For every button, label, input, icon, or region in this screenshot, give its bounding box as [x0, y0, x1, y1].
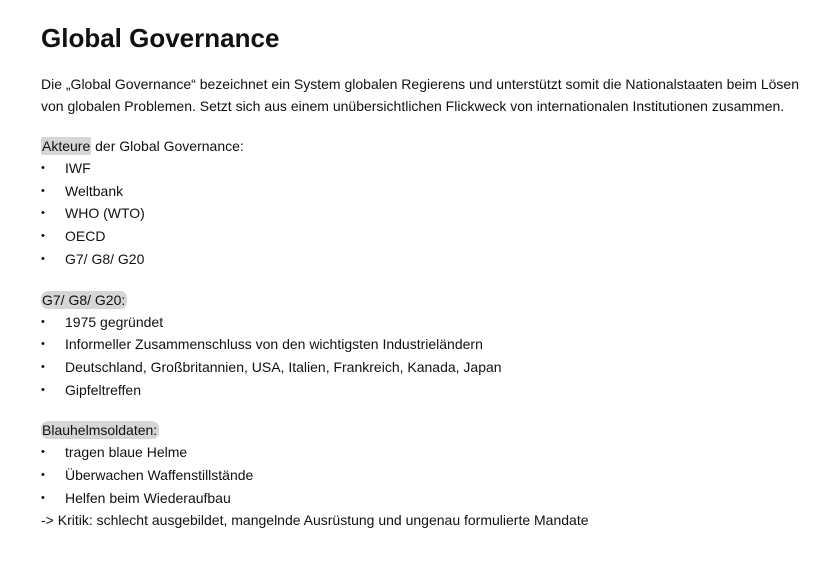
bullet-icon: • — [41, 315, 45, 328]
bullet-icon: • — [41, 184, 45, 197]
g-groups-list — [41, 311, 801, 402]
list-item-label: Informeller Zusammenschluss von den wichtigsten Industrieländern — [65, 336, 483, 353]
actors-heading-highlight: Akteure — [42, 138, 91, 154]
bullet-icon: • — [41, 383, 45, 396]
list-item — [41, 311, 801, 334]
list-item — [41, 157, 801, 180]
blue-helmets-section — [41, 419, 801, 531]
list-item-label: Helfen beim Wiederaufbau — [65, 489, 231, 506]
list-item-label: G7/ G8/ G20 — [65, 250, 145, 267]
list-item — [41, 379, 801, 402]
bullet-icon: • — [41, 207, 45, 220]
list-item-label: IWF — [65, 160, 91, 176]
list-item — [41, 356, 801, 379]
list-item — [41, 180, 801, 203]
list-item-label: OECD — [65, 228, 106, 245]
blue-helmets-list — [41, 441, 801, 509]
list-item-label: Deutschland, Großbritannien, USA, Italien, Frankreich, Kanada, Japan — [65, 358, 502, 375]
g-groups-section — [41, 289, 801, 402]
bullet-icon: • — [41, 446, 45, 459]
list-item — [41, 487, 801, 510]
list-item — [41, 202, 801, 225]
list-item — [41, 248, 801, 271]
bullet-icon: • — [41, 491, 45, 504]
g-groups-heading-highlight: G7/ G8/ G20: — [42, 291, 126, 308]
blue-helmets-heading — [41, 419, 801, 441]
actors-heading — [41, 135, 801, 157]
actors-list — [41, 157, 801, 271]
bullet-icon: • — [41, 360, 45, 373]
bullet-icon: • — [41, 230, 45, 243]
g-groups-heading — [41, 289, 801, 311]
actors-heading-rest: der Global Governance: — [91, 138, 244, 154]
list-item — [41, 225, 801, 248]
bullet-icon: • — [41, 469, 45, 482]
list-item-label: Weltbank — [65, 182, 124, 199]
bullet-icon: • — [41, 338, 45, 351]
intro-paragraph: Die „Global Governance“ bezeichnet ein System globalen Regierens und unterstützt somit die Nationalstaaten beim Lösen von globalen Problemen. Setzt sich aus einem unübersichtlichen Flickweck von internationalen Institutionen zusammen. — [41, 76, 799, 114]
actors-section — [41, 135, 801, 271]
list-item-label: Überwachen Waffenstillstände — [65, 467, 254, 484]
criticism-note: -> Kritik: schlecht ausgebildet, mangelnde Ausrüstung und ungenau formulierte Mandate — [41, 512, 589, 529]
list-item-label: WHO (WTO) — [65, 205, 145, 222]
page-title: Global Governance — [41, 23, 280, 53]
list-item — [41, 441, 801, 464]
blue-helmets-heading-highlight: Blauhelmsoldaten: — [42, 422, 158, 439]
list-item-label: 1975 gegründet — [65, 313, 164, 330]
list-item — [41, 464, 801, 487]
list-item-label: Gipfeltreffen — [65, 381, 142, 398]
bullet-icon: • — [41, 252, 45, 265]
document-page — [41, 22, 801, 531]
list-item — [41, 333, 801, 356]
bullet-icon: • — [41, 162, 45, 174]
list-item-label: tragen blaue Helme — [65, 444, 188, 461]
